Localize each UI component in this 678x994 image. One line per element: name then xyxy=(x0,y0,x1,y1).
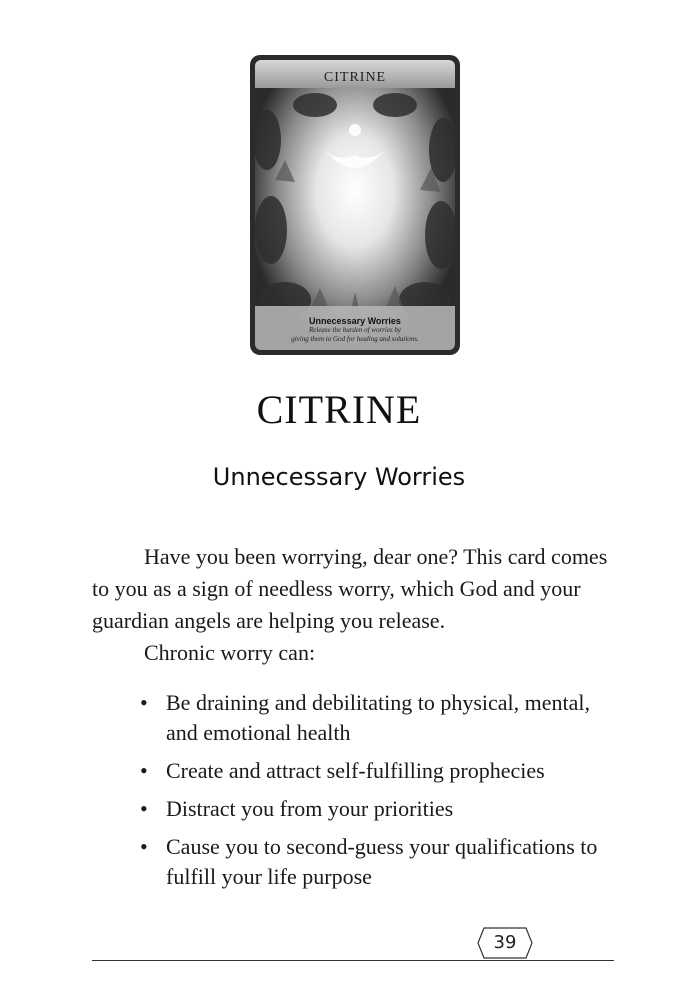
page-number: 39 xyxy=(493,932,517,953)
footer-divider xyxy=(92,960,614,961)
card-caption-line-2: giving them to God for healing and solutions. xyxy=(291,335,419,343)
card-caption-title: Unnecessary Worries xyxy=(309,316,401,326)
oracle-card-image xyxy=(250,55,460,355)
card-artwork-illustration xyxy=(255,60,455,350)
page-title: CITRINE xyxy=(256,387,422,432)
card-title: CITRINE xyxy=(323,70,387,85)
page-subtitle: Unnecessary Worries xyxy=(212,463,466,491)
list-item: • Distract you from your priorities xyxy=(140,794,610,824)
body-text xyxy=(92,541,622,669)
card-caption xyxy=(255,316,455,344)
list-item: • Be draining and debilitating to physical, mental, and emotional health xyxy=(140,690,591,745)
bullet-icon: • xyxy=(140,690,148,715)
card-artwork xyxy=(255,60,455,350)
body-lead-in: Chronic worry can: xyxy=(144,640,316,665)
card-caption-line-1: Release the burden of worries by xyxy=(308,326,402,334)
bullet-icon: • xyxy=(140,834,148,859)
bullet-list xyxy=(140,688,610,900)
page-number-badge xyxy=(476,924,534,962)
list-item: • Create and attract self-fulfilling prophecies xyxy=(140,756,610,786)
bullet-icon: • xyxy=(140,758,148,783)
list-item: • Cause you to second-guess your qualifications to fulfill your life purpose xyxy=(140,834,598,889)
body-paragraph: Have you been worrying, dear one? This card comes to you as a sign of needless worry, which God and your guardian angels are helping you release. xyxy=(92,544,608,633)
bullet-icon: • xyxy=(140,796,148,821)
